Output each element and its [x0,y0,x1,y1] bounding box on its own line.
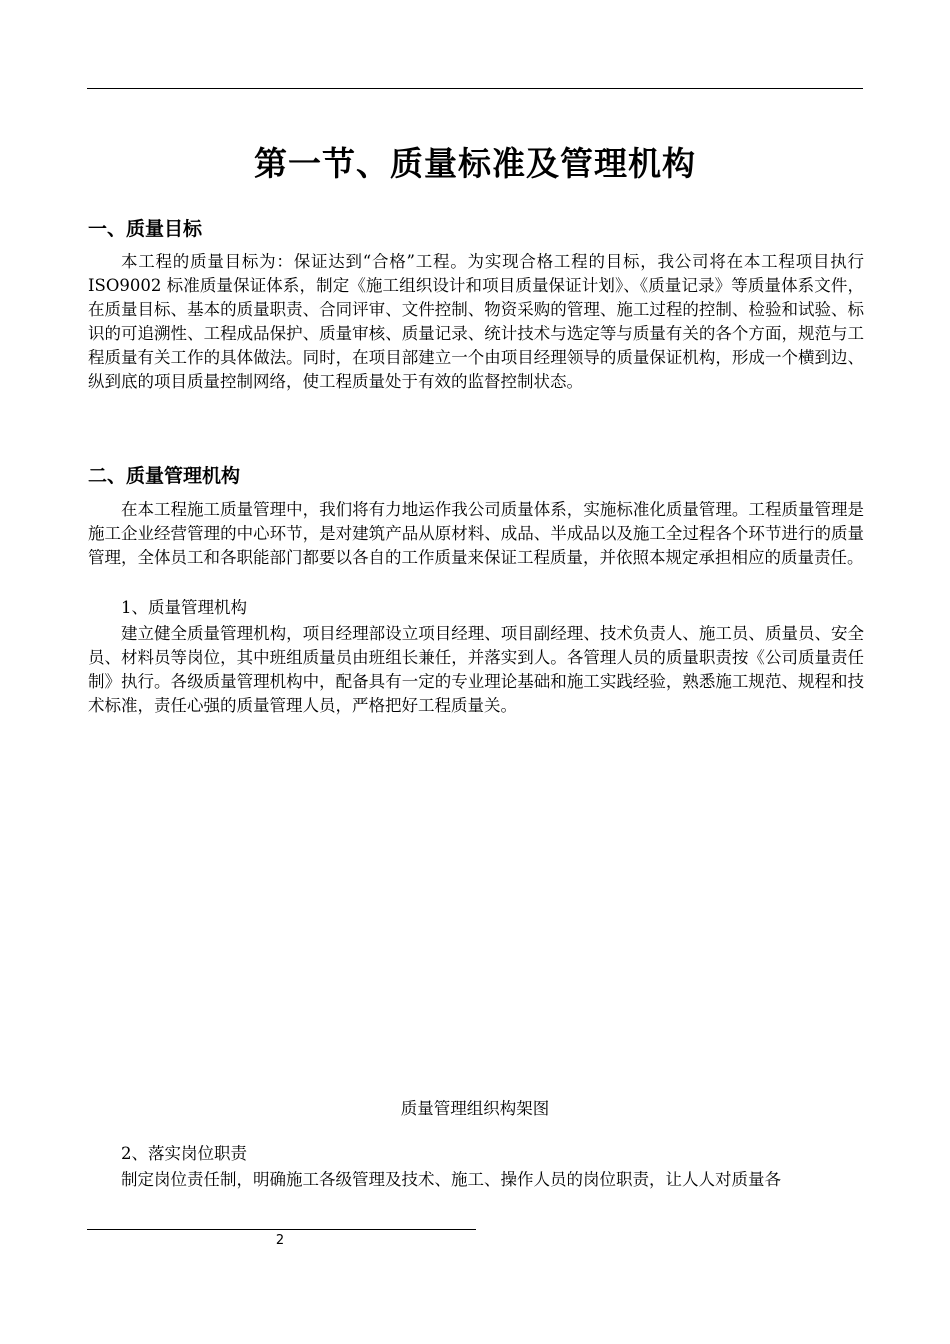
subsection-title-responsibilities: 2、落实岗位职责 [121,1144,247,1163]
responsibilities-paragraph: 制定岗位责任制，明确施工各级管理及技术、施工、操作人员的岗位职责，让人人对质量各 [121,1170,781,1189]
organization-paragraph: 建立健全质量管理机构，项目经理部设立项目经理、项目副经理、技术负责人、施工员、质量员、安全员、材料员等岗位，其中班组质量员由班组长兼任，并落实到人。各管理人员的质量职责按《公司质量责任制》执行。各级质量管理机构中，配备具有一定的专业理论基础和施工实践经验，熟悉施工规范、规程和技术标准，责任心强的质量管理人员，严格把好工程质量关。 [88,624,864,715]
footer-rule [87,1229,476,1230]
section-heading-quality-goal: 一、质量目标 [88,218,203,240]
subsection-title-organization: 1、质量管理机构 [121,598,247,617]
header-rule [87,88,863,89]
page-number: 2 [275,1233,285,1248]
quality-organization-paragraph: 在本工程施工质量管理中，我们将有力地运作我公司质量体系，实施标准化质量管理。工程质量管理是施工企业经营管理的中心环节，是对建筑产品从原材料、成品、半成品以及施工全过程各个环节进行的质量管理，全体员工和各职能部门都要以各自的工作质量来保证工程质量，并依照本规定承担相应的质量责任。 [88,500,864,567]
section-heading-quality-organization: 二、质量管理机构 [88,465,241,487]
page-title: 第一节、质量标准及管理机构 [254,144,696,183]
figure-caption: 质量管理组织构架图 [400,1099,550,1118]
quality-goal-paragraph: 本工程的质量目标为：保证达到“合格”工程。为实现合格工程的目标，我公司将在本工程项目执行 ISO9002 标准质量保证体系，制定《施工组织设计和项目质量保证计划》、《质量记录》等质量体系文件，在质量目标、基本的质量职责、合同评审、文件控制、物资采购的管理、施工过程的控制、检验和试验、标识的可追溯性、工程成品保护、质量审核、质量记录、统计技术与选定等与质量有关的各个方面，规范与工程质量有关工作的具体做法。同时，在项目部建立一个由项目经理领导的质量保证机构，形成一个横到边、纵到底的项目质量控制网络，使工程质量处于有效的监督控制状态。 [88,252,864,391]
